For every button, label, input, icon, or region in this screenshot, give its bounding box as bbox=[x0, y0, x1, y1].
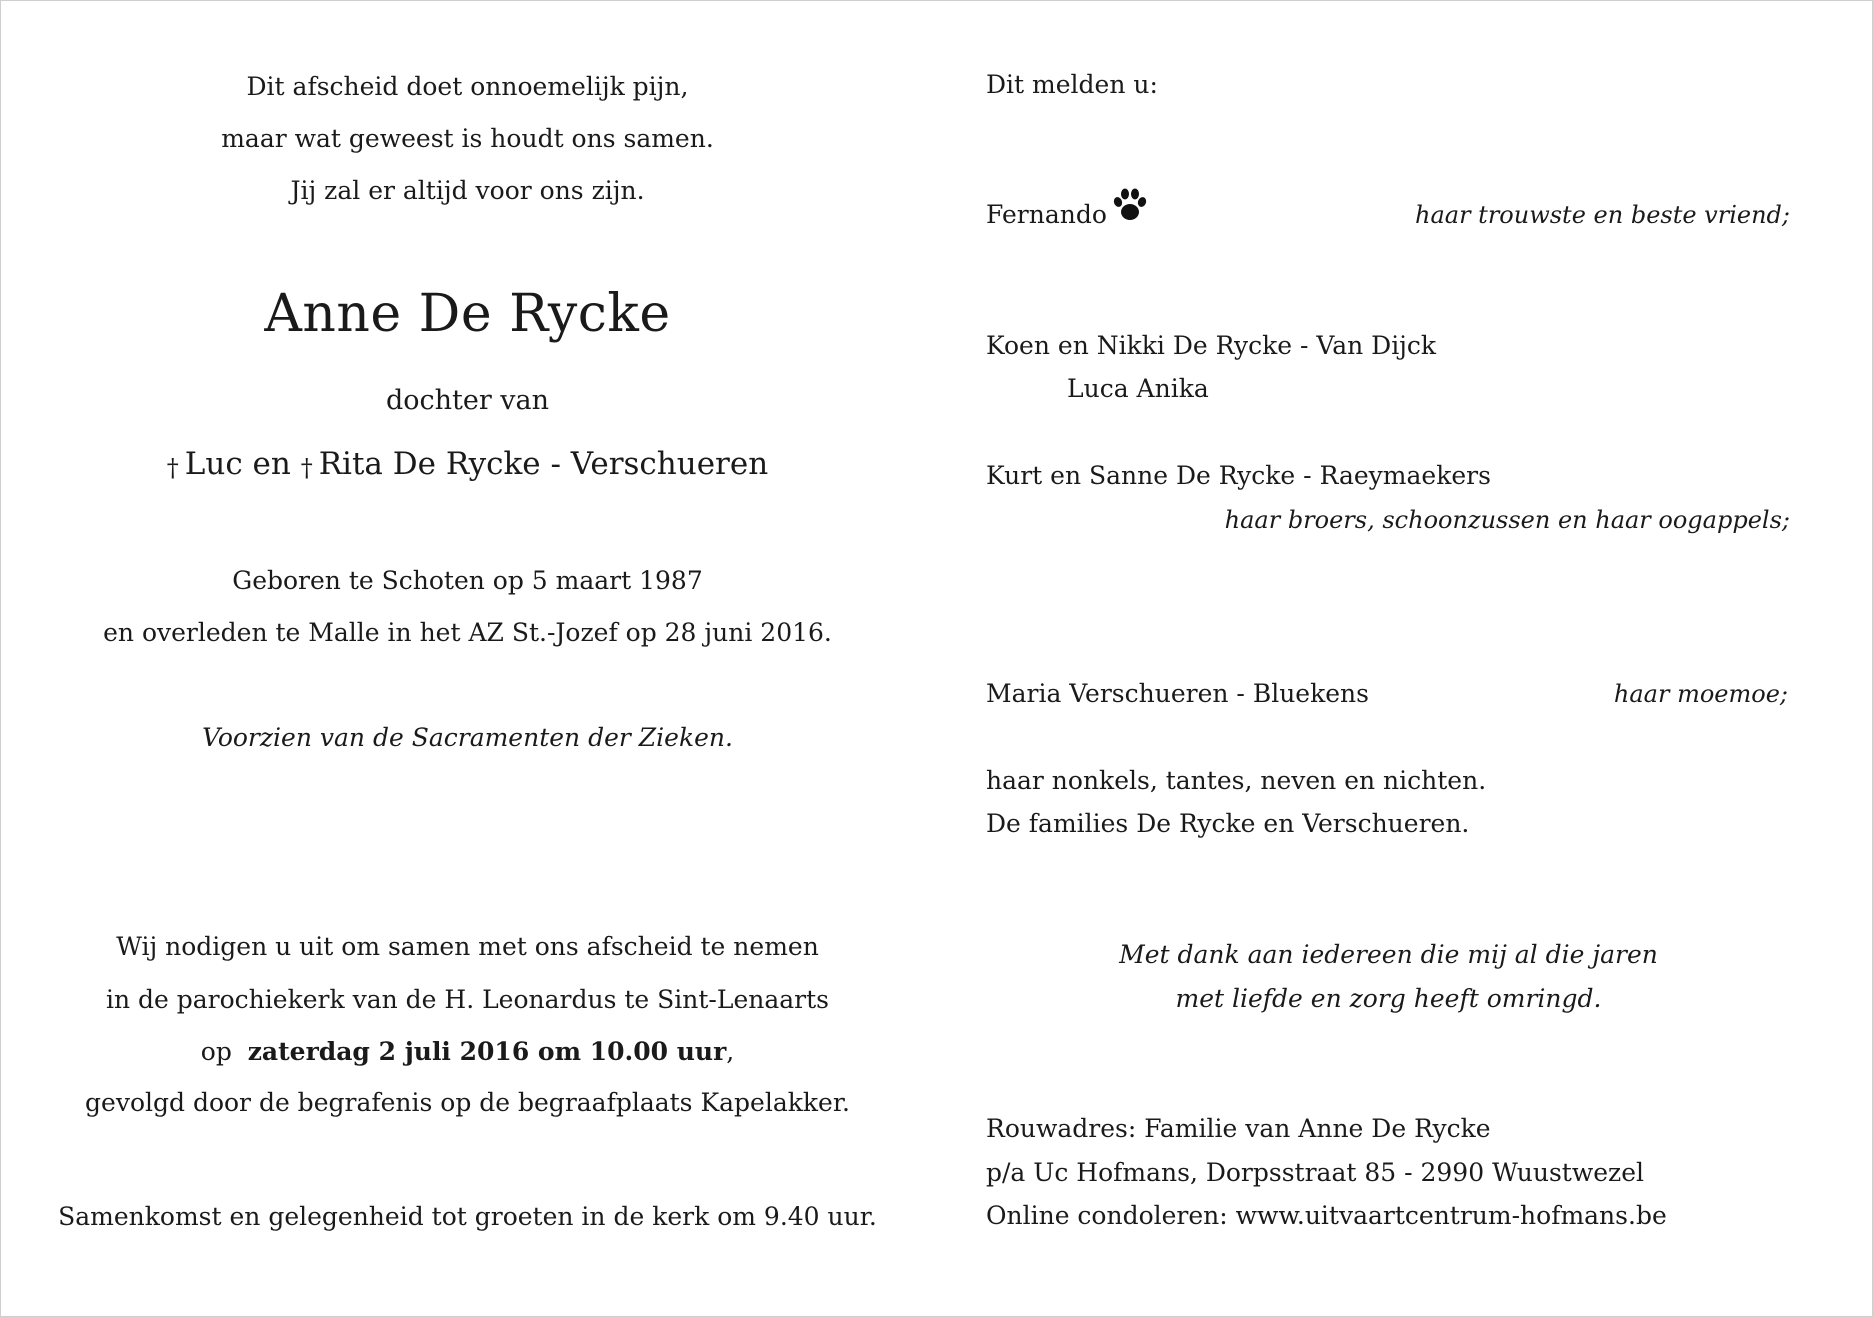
parents-line bbox=[0, 446, 935, 484]
birth-line: Geboren te Schoten op 5 maart 1987 bbox=[232, 566, 703, 595]
brother-2: Kurt en Sanne De Rycke - Raeymaekers bbox=[986, 461, 1491, 490]
thanks-line-1: Met dank aan iedereen die mij al die jaren bbox=[1119, 940, 1658, 969]
address-line-3: Online condoleren: www.uitvaartcentrum-hofmans.be bbox=[986, 1201, 1667, 1230]
invitation-line-3 bbox=[0, 1037, 935, 1067]
poem-line-3: Jij zal er altijd voor ons zijn. bbox=[290, 176, 645, 205]
intro-text: Dit melden u: bbox=[986, 70, 1158, 99]
cross-icon: † bbox=[300, 454, 313, 482]
grandmother-role: haar moemoe; bbox=[1613, 680, 1788, 708]
address-line-1: Rouwadres: Familie van Anne De Rycke bbox=[986, 1114, 1491, 1143]
brother-1-children: Luca Anika bbox=[1067, 374, 1209, 403]
death-line: en overleden te Malle in het AZ St.-Jozef op 28 juni 2016. bbox=[103, 618, 832, 647]
grandmother-name: Maria Verschueren - Bluekens bbox=[986, 679, 1369, 708]
brothers-role: haar broers, schoonzussen en haar oogappels; bbox=[1224, 506, 1790, 534]
address-line-2: p/a Uc Hofmans, Dorpsstraat 85 - 2990 Wuustwezel bbox=[986, 1158, 1644, 1187]
poem-line-1: Dit afscheid doet onnoemelijk pijn, bbox=[246, 72, 689, 101]
poem-line-2: maar wat geweest is houdt ons samen. bbox=[221, 124, 714, 153]
sacraments-line: Voorzien van de Sacramenten der Zieken. bbox=[202, 723, 733, 752]
father-name: Luc en bbox=[184, 446, 291, 482]
relatives-line: haar nonkels, tantes, neven en nichten. bbox=[986, 766, 1487, 795]
thanks-line-2: met liefde en zorg heeft omringd. bbox=[1175, 984, 1602, 1013]
paw-icon bbox=[1110, 185, 1150, 225]
relation-text: dochter van bbox=[385, 385, 550, 416]
invitation-prefix: op bbox=[200, 1037, 232, 1066]
brother-1: Koen en Nikki De Rycke - Van Dijck bbox=[986, 331, 1437, 360]
pet-name: Fernando bbox=[986, 200, 1107, 229]
gathering-line: Samenkomst en gelegenheid tot groeten in de kerk om 9.40 uur. bbox=[58, 1202, 877, 1231]
invitation-line-1: Wij nodigen u uit om samen met ons afscheid te nemen bbox=[116, 932, 819, 961]
service-datetime: zaterdag 2 juli 2016 om 10.00 uur bbox=[247, 1037, 727, 1066]
families-line: De families De Rycke en Verschueren. bbox=[986, 809, 1470, 838]
invitation-line-4: gevolgd door de begrafenis op de begraafplaats Kapelakker. bbox=[85, 1088, 850, 1117]
cross-icon: † bbox=[166, 454, 179, 482]
invitation-line-2: in de parochiekerk van de H. Leonardus te Sint-Lenaarts bbox=[105, 985, 830, 1014]
deceased-name: Anne De Rycke bbox=[264, 284, 671, 344]
mother-name: Rita De Rycke - Verschueren bbox=[318, 446, 769, 482]
pet-role: haar trouwste en beste vriend; bbox=[1415, 201, 1790, 229]
invitation-suffix: , bbox=[726, 1037, 735, 1066]
